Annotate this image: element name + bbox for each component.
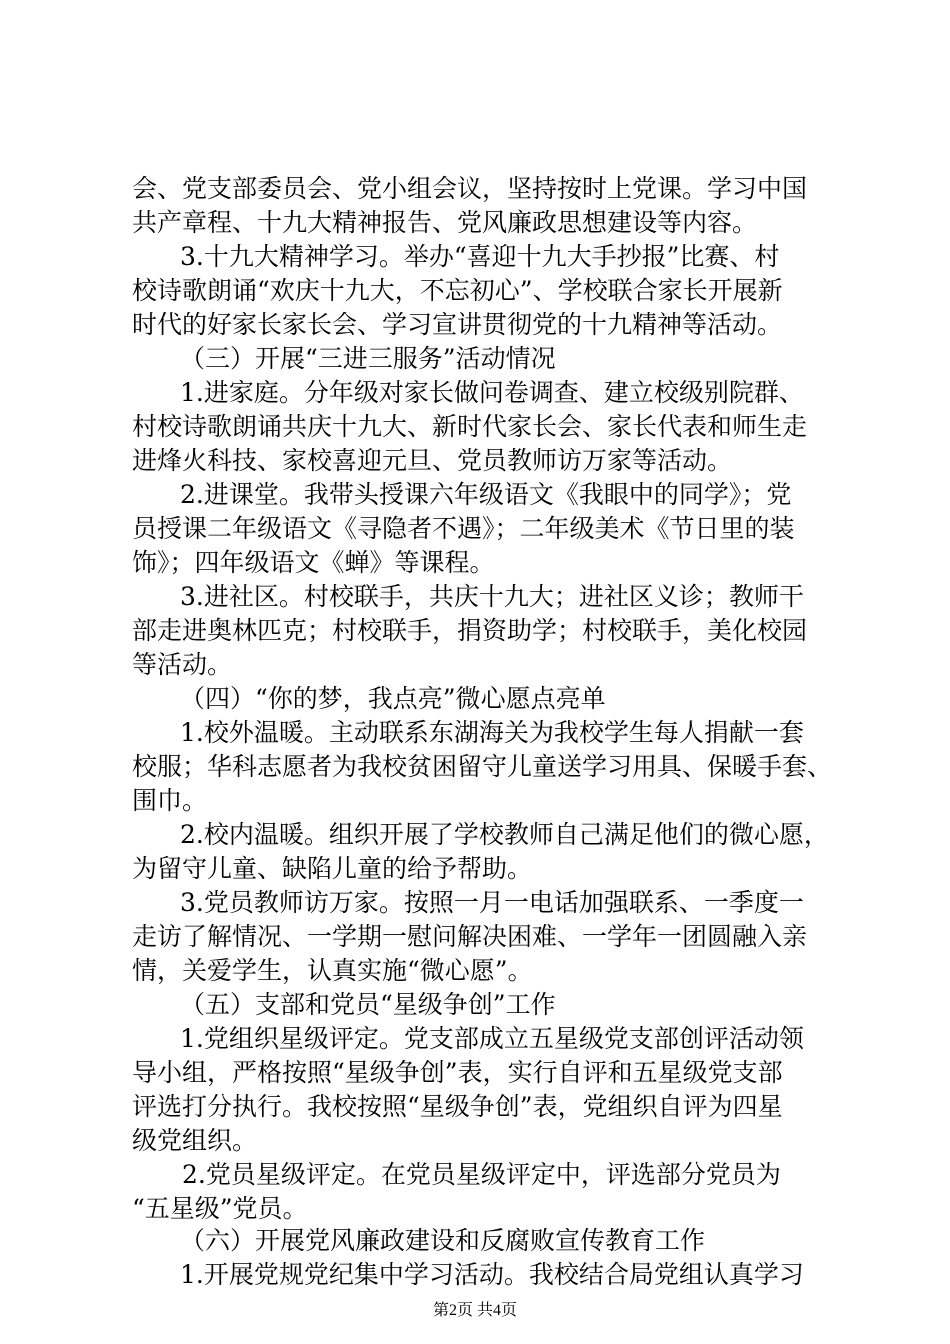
text-line: 饰》；四年级语文《蝉》等课程。 <box>132 548 495 577</box>
section-heading: （三）开展“三进三服务”活动情况 <box>180 344 556 373</box>
text-line: 时代的好家长家长会、学习宣讲贯彻党的十九精神等活动。 <box>132 310 783 339</box>
section-heading: （四）“你的梦，我点亮”微心愿点亮单 <box>180 684 606 713</box>
text-line: 会、党支部委员会、党小组会议，坚持按时上党课。学习中国 <box>132 174 808 203</box>
text-line: 等活动。 <box>132 650 233 679</box>
text-line: 3.十九大精神学习。举办“喜迎十九大手抄报”比赛、村 <box>180 242 780 271</box>
text-line: 1.校外温暖。主动联系东湖海关为我校学生每人捐献一套 <box>180 718 804 747</box>
text-line: 导小组，严格按照“星级争创”表，实行自评和五星级党支部 <box>132 1058 783 1087</box>
text-line: 2.校内温暖。组织开展了学校教师自己满足他们的微心愿， <box>180 820 829 849</box>
text-line: 3.党员教师访万家。按照一月一电话加强联系、一季度一 <box>180 888 804 917</box>
text-line: 员授课二年级语文《寻隐者不遇》；二年级美术《节日里的装 <box>132 514 795 543</box>
text-line: 评选打分执行。我校按照“星级争创”表，党组织自评为四星 <box>132 1092 783 1121</box>
text-line: 部走进奥林匹克；村校联手，捐资助学；村校联手，美化校园 <box>132 616 808 645</box>
text-line: 为留守儿童、缺陷儿童的给予帮助。 <box>132 854 533 883</box>
text-line: 级党组织。 <box>132 1126 258 1155</box>
text-line: 村校诗歌朗诵共庆十九大、新时代家长会、家长代表和师生走 <box>132 412 808 441</box>
text-line: 1.党组织星级评定。党支部成立五星级党支部创评活动领 <box>180 1024 804 1053</box>
text-line: 校服；华科志愿者为我校贫困留守儿童送学习用具、保暖手套、 <box>132 752 832 781</box>
text-line: 情，关爱学生，认真实施“微心愿”。 <box>132 956 533 985</box>
section-heading: （五）支部和党员“星级争创”工作 <box>180 990 556 1019</box>
page-footer: 第2页 共4页 <box>432 1302 517 1319</box>
text-line: 2.进课堂。我带头授课六年级语文《我眼中的同学》；党 <box>180 480 792 509</box>
text-line: 进烽火科技、家校喜迎元旦、党员教师访万家等活动。 <box>132 446 733 475</box>
text-line: 3.进社区。村校联手，共庆十九大；进社区义诊；教师干 <box>180 582 804 611</box>
text-line: 2.党员星级评定。在党员星级评定中，评选部分党员为 <box>182 1160 781 1189</box>
section-heading: （六）开展党风廉政建设和反腐败宣传教育工作 <box>180 1226 706 1255</box>
text-line: 走访了解情况、一学期一慰问解决困难、一学年一团圆融入亲 <box>132 922 808 951</box>
text-line: “五星级”党员。 <box>132 1194 308 1223</box>
text-line: 1.开展党规党纪集中学习活动。我校结合局党组认真学习 <box>180 1260 804 1289</box>
text-line: 1.进家庭。分年级对家长做问卷调查、建立校级别院群、 <box>180 378 804 407</box>
text-line: 共产章程、十九大精神报告、党风廉政思想建设等内容。 <box>132 208 758 237</box>
text-line: 围巾。 <box>132 786 208 815</box>
text-line: 校诗歌朗诵“欢庆十九大，不忘初心”、学校联合家长开展新 <box>132 276 783 305</box>
